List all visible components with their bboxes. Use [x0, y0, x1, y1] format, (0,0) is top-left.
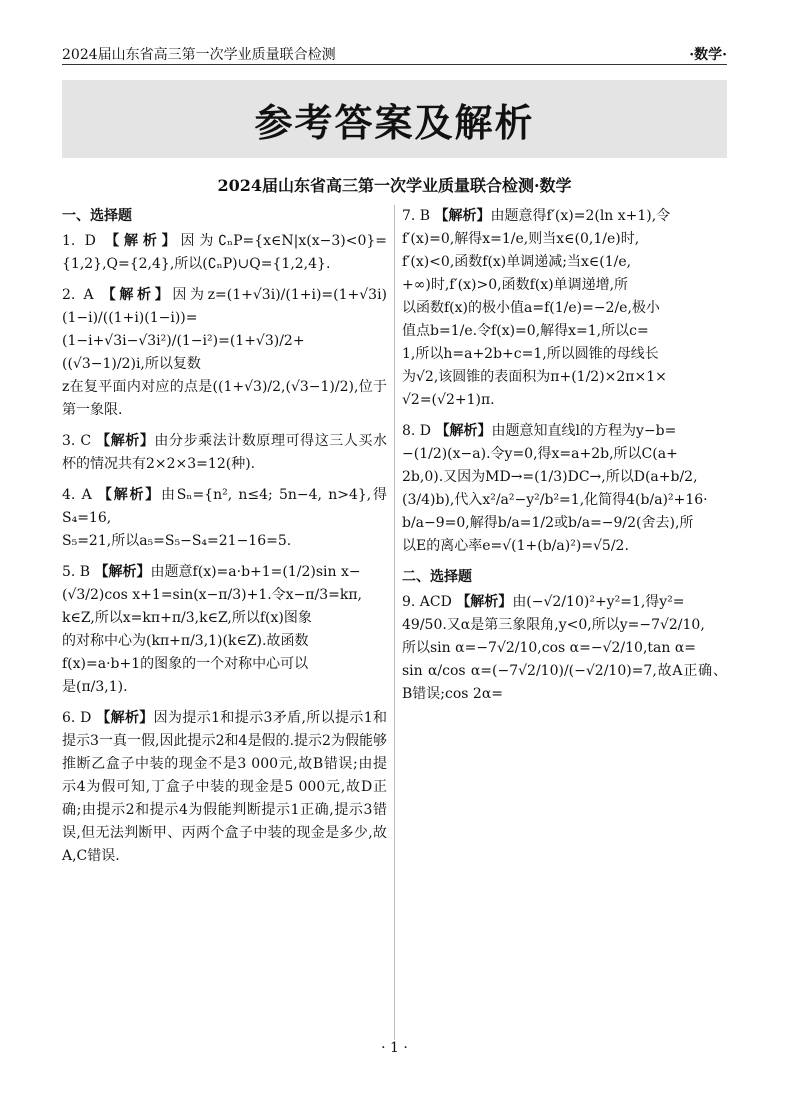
answer-line [402, 366, 727, 389]
answer-line [62, 484, 387, 530]
answer-text: 因为z=(1+√3i)/(1+i)=(1+√3i)(1−i)/((1+i)(1−i))= [62, 287, 388, 326]
section-heading-choice: 一、选择题 [62, 208, 132, 224]
answer-number: 5. B [62, 564, 95, 580]
answer-line [62, 376, 387, 422]
answer-text: +∞)时,f′(x)>0,函数f(x)单调递增,所 [402, 277, 629, 293]
answer-text: b/a−9=0,解得b/a=1/2或b/a=−9/2(舍去),所 [402, 515, 694, 531]
banner-title: 参考答案及解析 [254, 101, 535, 145]
answer-line [402, 637, 727, 660]
answer-number: 1. D [62, 233, 106, 249]
answer-line [402, 535, 727, 558]
answer-line [402, 489, 727, 512]
answer-line [402, 320, 727, 343]
analysis-tag: 【解析】 [94, 564, 151, 580]
answer-line [402, 591, 727, 614]
answer-line [402, 205, 727, 228]
answer-item [62, 430, 387, 476]
answer-number: 3. C [62, 433, 97, 449]
answer-line [62, 584, 387, 607]
answer-line [402, 420, 727, 443]
answer-text: 由题意得f′(x)=2(ln x+1),令 [490, 208, 671, 224]
answer-number: 8. D [402, 423, 436, 439]
analysis-tag: 【解析】 [456, 594, 513, 610]
analysis-tag: 【解析】 [435, 423, 492, 439]
answer-text: 由题意知直线l的方程为y−b= [491, 423, 677, 439]
answer-item [402, 420, 727, 558]
answer-number: 9. ACD [402, 594, 457, 610]
analysis-tag: 【解析】 [105, 233, 181, 249]
answer-text: 1,所以h=a+2b+c=1,所以圆锥的母线长 [402, 346, 659, 362]
analysis-tag: 【解析】 [96, 433, 155, 449]
answer-line [402, 343, 727, 366]
answer-line [62, 676, 387, 699]
answer-line [402, 443, 727, 466]
analysis-tag: 【解析】 [434, 208, 491, 224]
analysis-tag: 【解析】 [96, 710, 154, 726]
answer-line [402, 614, 727, 637]
answer-text: 所以sin α=−7√2/10,cos α=−√2/10,tan α= [402, 640, 697, 656]
left-column [62, 205, 387, 876]
answer-text: f′(x)=0,解得x=1/e,则当x∈(0,1/e)时, [402, 231, 640, 247]
answer-text: 值点b=1/e.令f(x)=0,解得x=1,所以c= [402, 323, 649, 339]
answer-text: k∈Z,所以x=kπ+π/3,k∈Z,所以f(x)图象 [62, 610, 312, 626]
answer-text: 由(−√2/10)²+y²=1,得y²= [512, 594, 685, 610]
answer-number: 4. A [62, 487, 98, 503]
answer-line [402, 660, 727, 706]
answer-text: 由Sₙ={n², n≤4; 5n−4, n>4},得S₄=16, [62, 487, 388, 526]
answer-text: 2b,0).又因为MD→=(1/3)DC→,所以D(a+b/2, [402, 469, 698, 485]
page-header [62, 44, 727, 64]
answer-line [402, 466, 727, 489]
answer-line [62, 607, 387, 630]
right-column [402, 205, 727, 714]
right-question-list [402, 205, 727, 706]
answer-line [62, 230, 387, 276]
answer-line [402, 512, 727, 535]
answer-line [62, 707, 387, 868]
left-question-list [62, 230, 387, 868]
answer-line [62, 530, 387, 553]
answer-item [62, 484, 387, 553]
answer-line [402, 297, 727, 320]
title-banner [62, 80, 727, 158]
answer-line [402, 389, 727, 412]
page-number: · 1 · [381, 1040, 408, 1056]
answer-item [402, 591, 727, 706]
header-divider [62, 64, 727, 65]
answer-text: −(1/2)(x−a).令y=0,得x=a+2b,所以C(a+ [402, 446, 678, 462]
answer-item [62, 561, 387, 699]
answer-text: √2=(√2+1)π. [402, 392, 495, 408]
answer-text: f′(x)<0,函数f(x)单调递减;当x∈(1/e, [402, 254, 632, 270]
section-heading-multi: 二、选择题 [402, 569, 472, 585]
answer-text: 以函数f(x)的极小值a=f(1/e)=−2/e,极小 [402, 300, 660, 316]
answer-text: S₅=21,所以a₅=S₅−S₄=21−16=5. [62, 533, 292, 549]
answer-item [62, 230, 387, 276]
answer-number: 6. D [62, 710, 97, 726]
answer-line [62, 653, 387, 676]
answer-line [62, 630, 387, 653]
answer-text: 的对称中心为(kπ+π/3,1)(k∈Z).故函数 [62, 633, 309, 649]
document-subtitle: 2024届山东省高三第一次学业质量联合检测·数学 [217, 176, 572, 195]
answer-line [402, 251, 727, 274]
answer-line [62, 430, 387, 476]
answer-text: 为√2,该圆锥的表面积为π+(1/2)×2π×1× [402, 369, 667, 385]
answer-text: (3/4)b),代入x²/a²−y²/b²=1,化简得4(b/a)²+16· [402, 492, 708, 508]
answer-text: f(x)=a·b+1的图象的一个对称中心可以 [62, 656, 309, 672]
column-divider [394, 205, 395, 1040]
header-subject: ·数学· [689, 47, 727, 63]
analysis-tag: 【解析】 [97, 487, 162, 503]
answer-number: 7. B [402, 208, 435, 224]
answer-text: (√3/2)cos x+1=sin(x−π/3)+1.令x−π/3=kπ, [62, 587, 363, 603]
answer-text: 由题意f(x)=a·b+1=(1/2)sin x− [150, 564, 361, 580]
answer-text: 由分步乘法计数原理可得这三人买水杯的情况共有2×2×3=12(种). [62, 433, 388, 472]
answer-item [402, 205, 727, 412]
header-left-title: 2024届山东省高三第一次学业质量联合检测 [62, 47, 336, 63]
answer-line [402, 228, 727, 251]
answer-text: sin α/cos α=(−7√2/10)/(−√2/10)=7,故A正确、B错误;cos 2α= [402, 663, 727, 702]
answer-item [62, 284, 387, 422]
answer-text: z在复平面内对应的点是((1+√3)/2,(√3−1)/2),位于第一象限. [62, 379, 387, 418]
answer-text: 是(π/3,1). [62, 679, 128, 695]
answer-line [62, 561, 387, 584]
analysis-tag: 【解析】 [101, 287, 173, 303]
answer-text: 以E的离心率e=√(1+(b/a)²)=√5/2. [402, 538, 629, 554]
answer-text: 因为提示1和提示3矛盾,所以提示1和提示3一真一假,因此提示2和4是假的.提示2为假能够推断乙盒子中装的现金不是3 000元,故B错误;由提示4为假可知,丁盒子中装的现金是5 000元,故D正确;由提示2和提示4为假能判断提示1正确,提示3错误,但无法判断甲、丙两个盒子中装的现金是多少,故A,C错误. [62, 710, 388, 864]
answer-line [402, 274, 727, 297]
answer-number: 2. A [62, 287, 102, 303]
answer-text: (1−i+√3i−√3i²)/(1−i²)=(1+√3)/2+((√3−1)/2)i,所以复数 [62, 333, 305, 372]
answer-line [62, 284, 387, 330]
answer-line [62, 330, 387, 376]
answer-text: 49/50.又α是第三象限角,y<0,所以y=−7√2/10, [402, 617, 705, 633]
answer-item [62, 707, 387, 868]
answer-text: 因为∁ₙP={x∈N|x(x−3)<0}={1,2},Q={2,4},所以(∁ₙP)∪Q={1,2,4}. [62, 233, 388, 272]
